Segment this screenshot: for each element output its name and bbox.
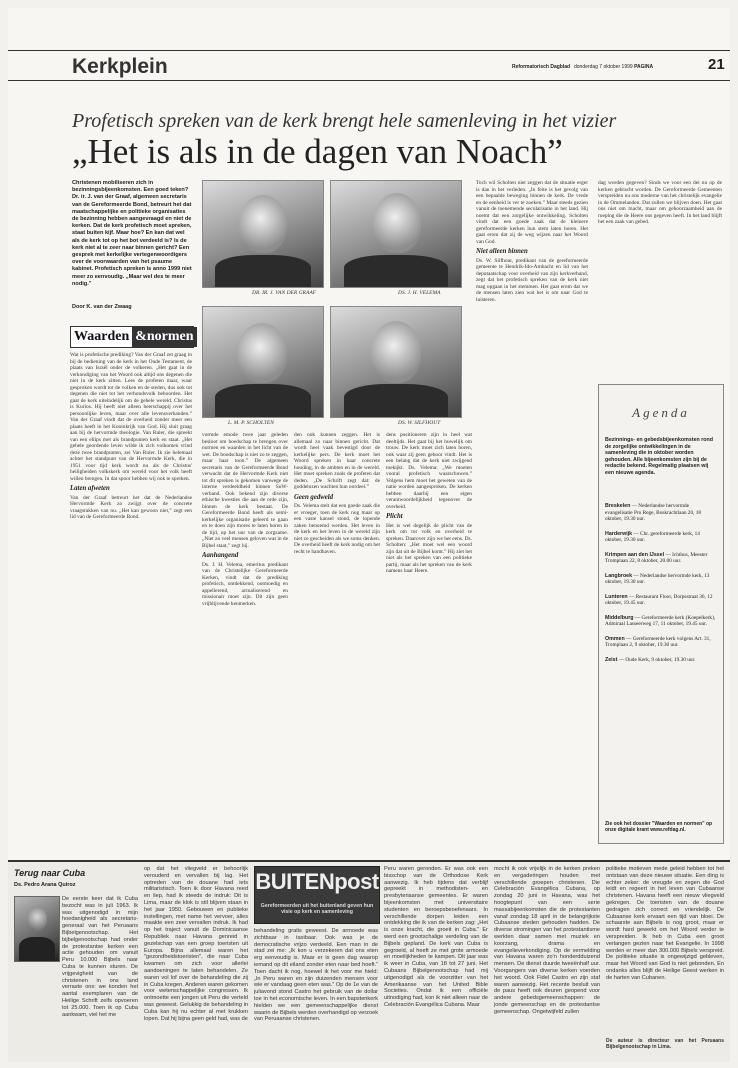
agenda-footer: Zie ook het dossier "Waarden en normen" op onze digitale krant www.refdag.nl. <box>605 821 713 833</box>
subhead-plicht: Plicht <box>386 513 403 520</box>
agenda-item: Ommen — Gereformeerde kerk volgens Art. 31, Tromplaan 2, 9 oktober, 19.30 uur. <box>605 635 711 648</box>
agenda-item: Harderwijk — Chr. gereformeerde kerk, 14 oktober, 19.30 uur. <box>605 530 700 543</box>
column-3b-text: Ds. Velema stelt dat een goede zaak die er vroeger, toen de kerk nog maar op een vaste kansel stond, de lopende zaken benoemd werden. Het leven in de kerk en het leven in de wereld zijn niet zo gescheiden als we soms denken. De overheid heeft de kerk nodig om het recht te handhaven. <box>294 503 380 555</box>
column-5-text: Toch wil Scholten niet zeggen dat de situatie erger is dan in het verleden. „In feite is het gevolg van een bepaalde beweging binnen de kerk. De vrede en de eenheid is ver te zoeken.” Maar steeds gezien vanuit de toenemende secularisatie in het land. Hij noemt dat een zorgelijke ontwikkeling. Scholten vindt dat een goede zaak dat de kleinere gereformeerde kerken hun stem laten horen. Het gaat erom dat zij de weg wijzen naar het Woord van God. <box>476 180 588 245</box>
column-2-text: vormde emode twee jaar geleden besloot om hoedschap te brengen over normen en waarden in het licht van de wet. De boodschap is niet zo te zeggen, maar haar toon.” De algemeen secretaris van de Gereformeerde Bond verwacht dat de Hervormde Kerk niet tot dit spreken is gekomen vanwege de interne verdeeldheid binnen SoW-verband. Ook bekend zijn diverse ethische kwesties die aan de orde zijn, binnen de kerk bestaat. De Gereformeerde Bond heeft als semi-kerkelijke organisatie geleerd te gaan en te doen zijn mores te laten horen in de tijd, op het uur van de zorgzame. „Niet zo veel mensen geloven wat in de Bijbel staat,” zegt hij. <box>202 432 288 549</box>
author-suit <box>19 937 55 961</box>
author-face <box>27 907 47 931</box>
agenda-title: Agenda <box>632 405 690 420</box>
article-column-3 <box>294 432 380 852</box>
photo-caption-4: DS. W. SILFHOUT <box>398 420 441 426</box>
cuba-author: Ds. Pedro Arana Quiroz <box>14 882 76 888</box>
article-kicker: Profetisch spreken van de kerk brengt hele samenleving in het vizier <box>72 110 617 132</box>
agenda-item: Lunteren — Restaurant Floor, Dorpsstraat 36, 12 oktober, 19.45 uur. <box>605 593 713 606</box>
buitenpost-section <box>8 860 730 1062</box>
header-rule-top <box>8 50 730 51</box>
agenda-item: Breskelen — Nederlandse hervormde evangelisatie Pro Rege, Boskrachtlaan 20, 18 oktober, 19.30 uur. <box>605 503 702 522</box>
subhead-aanhangend: Aanhangend <box>202 552 239 559</box>
cuba-footer: De auteur is directeur van het Peruaans Bijbelgenootschap in Lima. <box>606 1038 724 1050</box>
newspaper-page <box>8 8 730 1060</box>
paper-name: Reformatorisch Dagblad <box>512 64 571 70</box>
subhead-laten-afweten: Laten afweten <box>70 485 110 492</box>
agenda-item: Zeist — Oude Kerk, 9 oktober, 19.30 uur. <box>605 656 696 663</box>
photo-scholten <box>202 306 324 418</box>
agenda-item: Langbroek — Nederlandse hervormde kerk, 13 oktober, 19.30 uur. <box>605 572 710 585</box>
agenda-box <box>598 384 724 844</box>
column-4b-text: Het is wel degelijk de plicht van de kerk om tot volk en overheid te spreken. Daarover zijn we het eens. Ds. Scholten: „Het moet wel een woord zijn dat uit de Bijbel komt.” Hij ziet het niet als het spreken van een politieke partij, maar als het spreken van de kerk namens haar Heere. <box>386 522 472 574</box>
agenda-item: Middelburg — Gereformeerde kerk (Koepelkerk), Admiraal Lasseerweg 17, 11 oktober, 19.45 uur. <box>605 614 716 627</box>
portrait-face <box>237 323 287 383</box>
buitenpost-subtitle: Gereformeerden uit het buitenland geven hun visie op kerk en samenleving <box>260 903 374 916</box>
author-photo <box>14 896 60 962</box>
buitenpost-title: BUITENpost <box>255 869 379 894</box>
header-rule-bottom <box>8 80 730 81</box>
buitenpost-logo <box>254 866 380 924</box>
column-1-text: Wat is profetische prediking? Van der Graaf zet graag in bij de bediening van de kerk in het Oude Testament, de plaats van Israël onder de volkeren. „Het gaat in de verkondiging van het Woord ook altijd ons degenen die niet in de kerk zitten. Lees de profeten maar, waar gesproken wordt tot de volken en de steden, dus ook tot degenen die niet tot het verbondsvolk behoorden. Het gaat de kerk uiteindelijk om de gehele wereld. Christus is Kurios. Hij heeft niet alleen heerschappij over het persoonlijke leven, maar over alle levensverbanden.” Van der Graaf vindt dat de overheid zonder meer een plaats heeft in het Koninkrijk van God. Hij sluit graag aan bij de hervormde theologie. Van Ruler, die spreekt van een ellips met als brandpunten kerk en staat. „Het gehele geordende leven wilde ik zich volkomen vrind deze twee brandpunten, zei Van Ruler. Ik zie helemaal achter het standpunt van de Hervormde Kerk, die in 1951 voor tijd kerk wordt nu als de Christus' heiligheiden volkskerk om wereld voor het volk heeft willen brengen. In dat spoor hebben wij ook te spreken. <box>70 352 192 482</box>
agenda-item: Krimpen aan den IJssel — Ichthus, Meester Tromplaan 22, 8 oktober, 20.00 uur. <box>605 551 708 564</box>
article-intro: Christenen mobiliseren zich in bezinningsbijeenkomsten. Een goed teken? Dr. ir. J. van der Graaf, algemeen secretaris van de Gereformeerde Bond, betreurt het dat maatschappelijke en politieke organisaties de bezinning hebben aangevraagd en niet de kerken. Dat de kerk profetisch moet spreken, staat buiten kijf. Maar hoe? En kan dat wel als de kerk tot op het bot verdeeld is? Is de kerk niet al te zeer naar binnen gericht? Een gesprek met kerkelijke vertegenwoordigers over de voorwaarden van het psaume kabinet. Profetisch spreken is anno 1999 niet meer zo eenvoudig. „Maar wel des te meer nodig.” <box>72 180 192 287</box>
page-number: 21 <box>708 56 725 73</box>
cuba-title: Terug naar Cuba <box>14 868 86 878</box>
column-1b-text: Van der Graaf betreurt het dat de Nederlandse Hervormde Kerk zo zwijgt over de concrete vraagstukken van nu. „Het kan gewoon niet,” zegt een lid van de Gereformeerde Bond. <box>70 494 192 520</box>
cuba-column-6: politieke motieven mede geleid hebben tot het ontstaan van deze nieuwe situatie. Een ding is echter zeker: de vreugde en zegen die God leidt en regeert in het leven van Cubaanse christenen. Havana heeft een nieuw vliegveld gekregen. De toeristen van de douane gedragen zich correct en vriendelijk. De Cubaanse kerk ervaart een tijd van bloei. De schaarste aan Bijbels is nog groot, maar er wordt hard gewerkt om het Woord verder te verspreiden. Ik heb in Cuba een groot verlangen gezien naar het Evangelie. In 1998 werden er meer dan 300.000 Bijbels verspreid. De politieke situatie is ongewijzigd gebleven, maar het Woord van God is niet gebonden. En ondanks alles blijft de Heilige Geest werken in de harten van Cubanen. <box>606 866 724 981</box>
subhead-niet-alleen-binnen: Niet alleen binnen <box>476 248 528 255</box>
column-6-text: dag worden gegeven? Sinds we voor een dei nu op de kerken gebracht worden. De Gereformeerde Gemeenten verspreiden nu ons moderne van het christelijk evangelie in de Ommelanden. Dat zullen we blijven doen. Het gaat ons niet om macht, maar om gehoorzaamheid aan de roeping die de Heere ons gegeven heeft. In het land blijft het een zaak van gebed. <box>598 180 722 225</box>
header-date: donderdag 7 oktober 1999 PAGINA <box>574 64 654 70</box>
logo-waarden: Waarden <box>71 327 132 347</box>
photo-caption-2: DS. J. H. VELEMA <box>398 290 441 296</box>
portrait-face <box>373 193 421 253</box>
logo-normen: &normen <box>132 327 196 347</box>
portrait-face <box>371 321 421 383</box>
article-column-4 <box>386 432 472 852</box>
photo-caption-3: L. M. P. SCHOLTEN <box>228 420 274 426</box>
subhead-geen-gedweld: Geen gedweld <box>294 493 334 501</box>
article-byline: Door K. van der Zwaag <box>72 304 132 310</box>
section-title: Kerkplein <box>72 55 168 78</box>
agenda-intro: Bezinnings- en gebedsbijeenkomsten rond de zorgelijke ontwikkelingen in de samenleving die in oktober worden gehouden. Alle bijeenkomsten zijn bij de redactie bekend. Regelmatig plaatsen wij een nieuwe agenda. <box>605 437 714 476</box>
photo-van-der-graaf <box>202 180 324 288</box>
article-column-2 <box>202 432 288 852</box>
article-column-5 <box>476 180 588 852</box>
agenda-list <box>605 503 717 671</box>
cuba-column-1: De eerste keer dat ik Cuba bezocht was in juli 1963. Ik was uitgenodigd in mijn hoedanigheid als secretaris-generaal van het Peruaans Bijbelgenootschap. Het bijbelgenootschap had onder de protestantse kerken een actie gehouden om vanuit Peru 10.000 Bijbels naar Cuba te kunnen sturen. De vrijgevigheid van de christenen in ons land verraste ons: we konden het aantal exemplaren van de Heilige Schrift zelfs opvoeren tot 25.000. Toen ik op Cuba aankwam, viel het me <box>62 896 138 1018</box>
photo-caption-1: DR. IR. J. VAN DER GRAAF <box>252 290 317 296</box>
column-4-text: dens positioneren zijn in heel wat deeltijds. Het gaat bij het huwelijk om trouw. De kerk moet zich laten horen, ook waar zij geen gehoor vindt. Het is een belang dat de kerk niet zwijgend toekijkt. Ds. Velema: „We moeten vooral profetisch waarschuwen.” Volgens hem moet het geweten van de natie worden aangesproken. De kerken hebben daarbij een eigen verantwoordelijkheid tegenover de overheid. <box>386 432 472 510</box>
waarden-normen-logo <box>70 326 194 348</box>
column-3-text: den ook kunnen zeggen. Het is allemaal zo naar binnen gericht. Dat wordt heel vaak bevestigd door de kerkelijke pers. De kerk moet het Woord spreken in haar concrete houding, in de ambten en in de wereld. Het moet spreken zoals de profeten dat deden. „De Schrift zegt dat: de goddelozen wachten hun oordeel.” <box>294 432 380 490</box>
article-headline: „Het is als in de dagen van Noach” <box>72 132 563 171</box>
cuba-column-3: behandeling gratis geweest. De armoede was zichtbaar in taxibaar. Ook was je de democratische vrijzo verdeeld. Een man in de stad zei me: „Ik kon u verzekeren dat ons eten erg eenvoudig is. Maar er is geen dag waarop iemand op dit eiland zonder eten naar bed hoeft.” Toen dacht ik nog, hoewel ik het voor me hield: „In Peru waren en zijn duizenden mensen voor wie er vandaag geen eten was.” Op de 1e van de juliavond stond Castro het gebruik van de dollar toe in het economische leven. In een bapstenkerk hielden we een gemeenschappelijke dienst waarin de Bijbels werden overhandigd op verzoek van Peruaanse christenen. <box>254 928 378 1023</box>
column-5b-text: Ds. W. Silfhout, predikant van de gereformeerde gemeente te Hendrik-Ido-Ambacht en lid van het deputaatschap voor overheid van zijn kerkverband, zegt dat het profetisch spreken van de kerk niet mag opgaan in het stemmen. Het gaat erom dat we de mensen laten zien wat het is om naar God te luisteren. <box>476 257 588 303</box>
cuba-column-5: mocht ik ook vrijelijk in de kerken preken en vergaderingen houden met verschillende groepen christenen. Die Celebración Evangélica Cubana, op zondag 20 juni in Havana, was het hoogtepunt van een serie massabijeenkomsten die de protestanten vanaf zondag 18 april in de belangrijkste Cubaanse steden gehouden hadden. De diverse stromingen van het protestantisme werkten daar samen met muziek en koorzang, drama en evangelieverkondiging. Op de vermelding van Havana waren zo'n honderdduizend mensen. De dienst duurde tweeënhalf uur. Voorgangers van diverse kerken voerden het woord. Ook Fidel Castro en zijn staf waren aanwezig. Het recente besluit van de paus heeft ook deuren geopend voor andere gebedsgemeenschappen: de jonde gemeenschap en de protestantse gemeenschap. Ongetwijfeld zullen <box>494 866 600 1015</box>
portrait-face <box>239 195 287 253</box>
photo-silfhout <box>330 306 462 418</box>
column-2b-text: Ds. J. H. Velema, emeritus predikant van de Christelijke Gereformeerde Kerken, vindt dat de prediking profetisch, ontdekkend, ootmoedig en appellerend, actualiserend en missionair moet zijn. Dit zijn geen vrijblijvende kenmerken. <box>202 561 288 607</box>
article-column-1 <box>70 352 192 852</box>
portrait-suit <box>344 255 448 287</box>
portrait-suit <box>215 255 311 287</box>
portrait-suit <box>344 384 448 417</box>
portrait-suit <box>215 384 311 417</box>
cuba-column-2: op dat het vliegveld er behoorlijk verouderd en vervallen bij lag. Het optreden van de douane had iets militaristisch. Toen ik door Havana reed en liep, had ik steeds de indruk: Dit is Lima, maar de klok is stil blijven staan in het jaar 1950. Gebouwen en publieke instellingen, met name het vervoer, alles maakte een zeer vervallen indruk. Ik had op het traject vanuit de Dominicaanse Republiek naar Havana genreid in gezelschap van een groep toeristen uit Europa. Bijna allemaal waren het "gezondheidstoeristen", die naar Cuba kwamen om zich voor allerlei aandoeningen te laten behandelen. Ze waren vol lof over de behandeling die zij in Cuba kregen. Anderen waren gekomen voor wetenschappelijke congressen. Ik ontmoette een jongen uit Peru die verteld was geweest. Gelukkig de behandeling in Cuba kan hij nu echter al met krukken lopen. Dat hij bijna geen geld had, was de <box>144 866 248 1022</box>
article-column-6 <box>598 180 722 376</box>
cuba-column-4: Peru waren geronden. Er was ook een bisschop van de Orthodoxe Kerk aanwezig. Ik heb tijdens dat verblijf gepreekt in methodisten- en presbyteriaanse gemeentes. Er waren bijeenkomsten met universitaire studenten en beroepsbeoefenaars. In verschillende dorpen leiden een ontdekking die ik van de kerken zag: „Het is onze kracht, die groeit in Cuba.” Er werd een grootschalige verdeling van de Bijbels gepland. De kerk van Cuba is gegroeid, al heeft ze met grote armoede en moeilijkheden te kampen. Dit jaar was ik weer in Cuba, van 18 tot 27 juni. Het Cubaans Bijbelgenootschap had mij uitgenodigd als de voorzitter van het Amerikaanse van het United Bible Societies. Ondat ik een officiële uitnodiging had, kon ik niet alleen naar de Celebración Evangélica Cubana. Maar <box>384 866 488 1008</box>
photo-velema <box>330 180 462 288</box>
